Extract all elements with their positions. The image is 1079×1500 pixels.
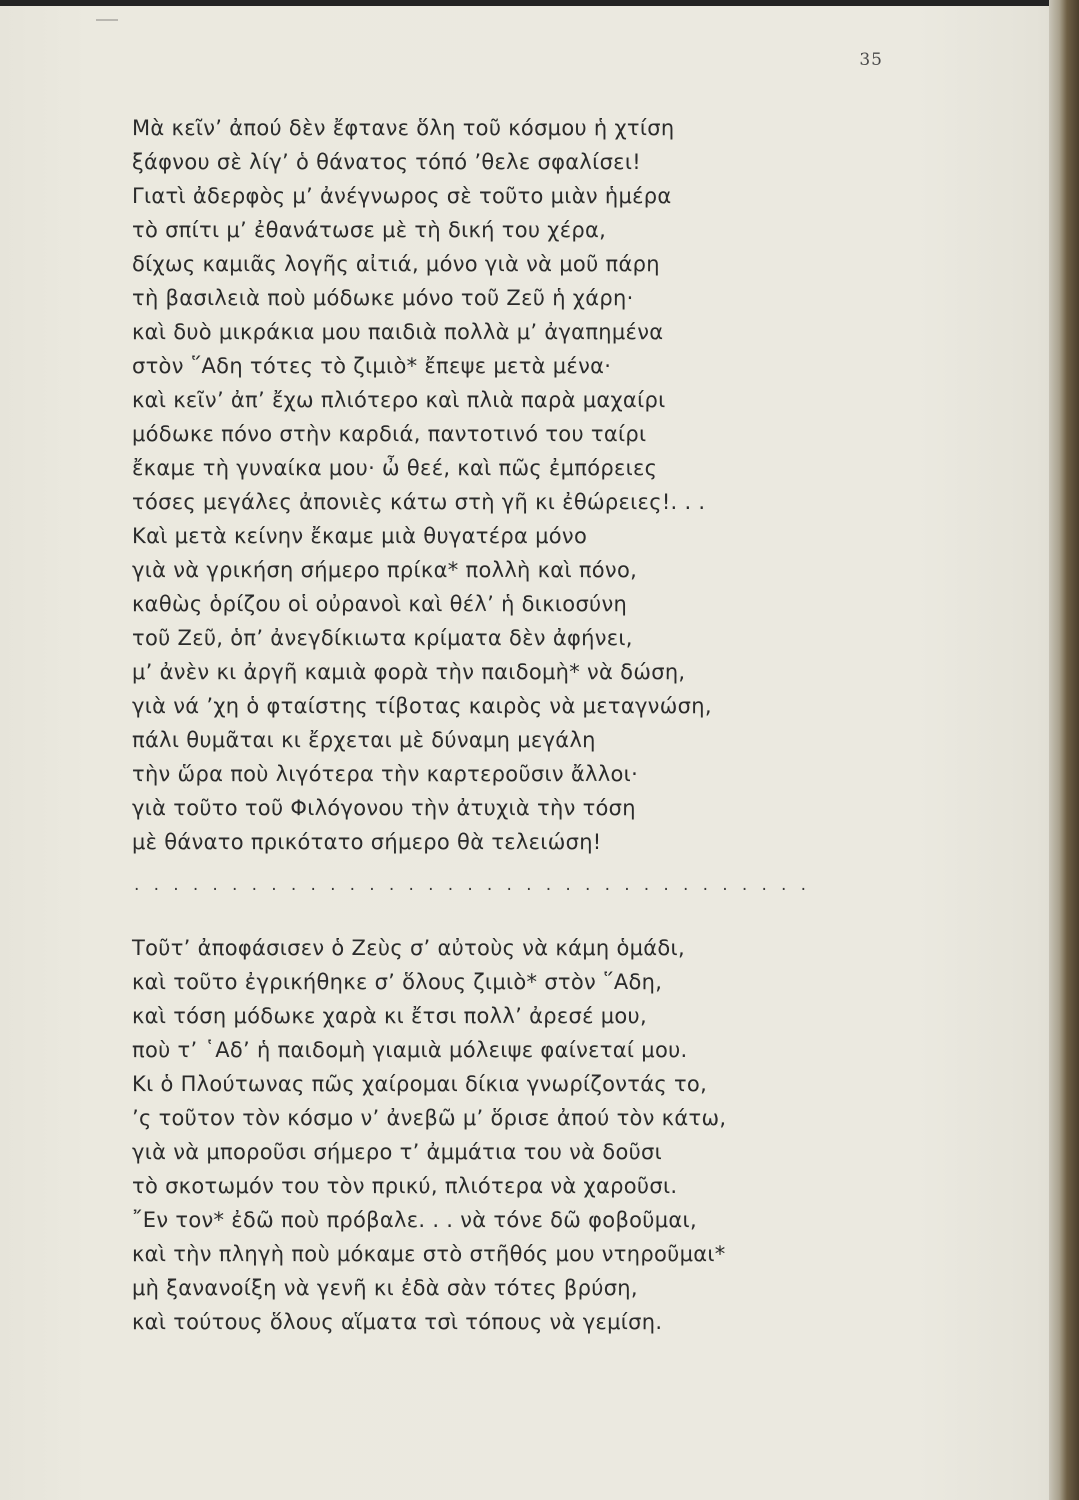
poem-line: ῎Εν τον* ἐδῶ ποὺ πρόβαλε. . . νὰ τόνε δῶ φοβοῦμαι, <box>132 1208 697 1232</box>
poem-line: γιὰ νά ’χη ὁ φταίστης τίβοτας καιρὸς νὰ μεταγνώση, <box>132 694 712 718</box>
poem-line: μόδωκε πόνο στὴν καρδιά, παντοτινό του ταίρι <box>132 422 647 446</box>
poem-line: καὶ κεῖν’ ἀπ’ ἔχω πλιότερο καὶ πλιὰ παρὰ μαχαίρι <box>132 388 666 412</box>
poem-line: καὶ δυὸ μικράκια μου παιδιὰ πολλὰ μ’ ἀγαπημένα <box>132 320 664 344</box>
poem-line: καθὼς ὁρίζου οἱ οὐρανοὶ καὶ θέλ’ ἡ δικιοσύνη <box>132 592 628 616</box>
poem-line: τὴ βασιλειὰ ποὺ μόδωκε μόνο τοῦ Ζεῦ ἡ χάρη· <box>132 286 634 310</box>
bleed-through-texture <box>770 230 1040 1360</box>
poem-line: Γιατὶ ἀδερφὸς μ’ ἀνέγνωρος σὲ τοῦτο μιὰν ἡμέρα <box>132 184 672 208</box>
poem-line: ἔκαμε τὴ γυναίκα μου· ὦ θεέ, καὶ πῶς ἐμπόρειες <box>132 456 658 480</box>
poem-line: Καὶ μετὰ κείνην ἔκαμε μιὰ θυγατέρα μόνο <box>132 524 588 548</box>
poem-line: στὸν ῞Αδη τότες τὸ ζιμιὸ* ἔπεψε μετὰ μένα· <box>132 354 612 378</box>
poem-line: καὶ τούτους ὅλους αἵματα τσὶ τόπους νὰ γεμίση. <box>132 1310 663 1334</box>
poem-line: Κι ὁ Πλούτωνας πῶς χαίρομαι δίκια γνωρίζοντάς το, <box>132 1072 708 1096</box>
poem-line: τόσες μεγάλες ἀπονιὲς κάτω στὴ γῆ κι ἐθώρειες!. . . <box>132 490 706 514</box>
poem-line: μ’ ἀνὲν κι ἀργῆ καμιὰ φορὰ τὴν παιδομὴ* νὰ δώση, <box>132 660 686 684</box>
poem-line: τοῦ Ζεῦ, ὁπ’ ἀνεγδίκιωτα κρίματα δὲν ἀφήνει, <box>132 626 633 650</box>
poem-line: μὲ θάνατο πρικότατο σήμερο θὰ τελειώση! <box>132 830 602 854</box>
poem-stanza-1 <box>132 111 712 859</box>
poem-line: δίχως καμιᾶς λογῆς αἰτιά, μόνο γιὰ νὰ μοῦ πάρη <box>132 252 660 276</box>
poem-line: καὶ τοῦτο ἐγρικήθηκε σ’ ὅλους ζιμιὸ* στὸν ῞Αδη, <box>132 970 663 994</box>
poem-line: ’ς τοῦτον τὸν κόσμο ν’ ἀνεβῶ μ’ ὅρισε ἀπού τὸν κάτω, <box>132 1106 727 1130</box>
poem-line: γιὰ τοῦτο τοῦ Φιλόγονου τὴν ἀτυχιὰ τὴν τόση <box>132 796 636 820</box>
poem-line: τὸ σπίτι μ’ ἐθανάτωσε μὲ τὴ δική του χέρα, <box>132 218 607 242</box>
poem-line: Τοῦτ’ ἀποφάσισεν ὁ Ζεὺς σ’ αὐτοὺς νὰ κάμη ὁμάδι, <box>132 936 685 960</box>
page-number: 35 <box>859 50 883 70</box>
poem-line: ποὺ τ’ ῾Αδ’ ἡ παιδομὴ γιαμιὰ μόλειψε φαίνεταί μου. <box>132 1038 688 1062</box>
poem-line: Μὰ κεῖν’ ἀπού δὲν ἔφτανε ὅλη τοῦ κόσμου ἡ χτίση <box>132 116 675 140</box>
poem-line: τὴν ὥρα ποὺ λιγότερα τὴν καρτεροῦσιν ἄλλοι· <box>132 762 639 786</box>
poem-stanza-2 <box>132 931 726 1339</box>
section-separator: . . . . . . . . . . . . . . . . . . . . . . . . . . . . . . . . . . . <box>134 875 811 895</box>
margin-mark <box>96 19 118 21</box>
poem-line: καὶ τόση μόδωκε χαρὰ κι ἔτσι πολλ’ ἀρεσέ μου, <box>132 1004 647 1028</box>
poem-line: μὴ ξανανοίξη νὰ γενῆ κι ἐδὰ σὰν τότες βρύση, <box>132 1276 638 1300</box>
book-spine-edge <box>1049 0 1079 1500</box>
poem-line: τὸ σκοτωμόν του τὸν πρικύ, πλιότερα νὰ χαροῦσι. <box>132 1174 678 1198</box>
poem-line: γιὰ νὰ μποροῦσι σήμερο τ’ ἀμμάτια του νὰ δοῦσι <box>132 1140 663 1164</box>
poem-line: γιὰ νὰ γρικήση σήμερο πρίκα* πολλὴ καὶ πόνο, <box>132 558 638 582</box>
poem-line: πάλι θυμᾶται κι ἔρχεται μὲ δύναμη μεγάλη <box>132 728 596 752</box>
poem-line: ξάφνου σὲ λίγ’ ὁ θάνατος τόπό ’θελε σφαλίσει! <box>132 150 641 174</box>
poem-line: καὶ τὴν πληγὴ ποὺ μόκαμε στὸ στῆθός μου ντηροῦμαι* <box>132 1242 726 1266</box>
page-top-edge <box>0 0 1079 6</box>
